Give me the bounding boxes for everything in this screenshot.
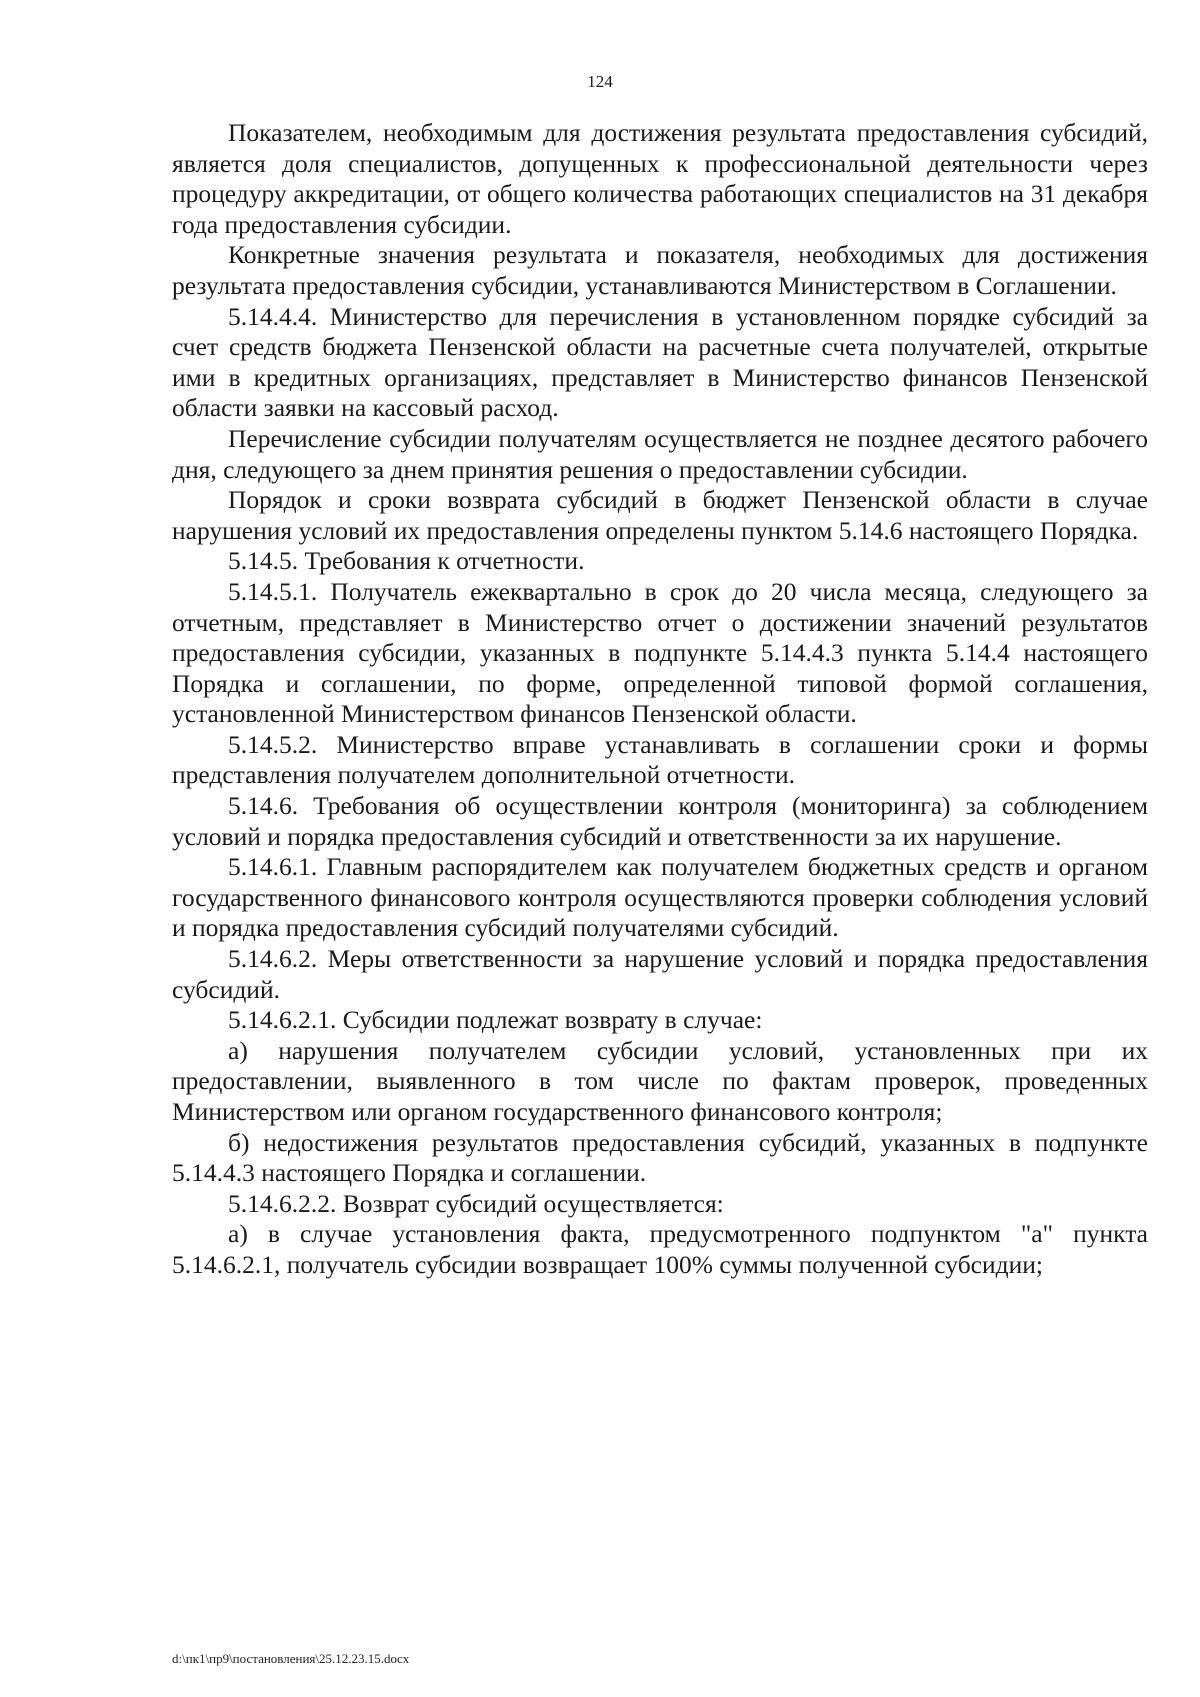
footer-file-path: d:\пк1\пр9\постановления\25.12.23.15.docx [172, 1651, 410, 1666]
paragraph-5-14-6-2: 5.14.6.2. Меры ответственности за нарушение условий и порядка предоставления субсидий. [172, 944, 1148, 1004]
paragraph-specific-values: Конкретные значения результата и показателя, необходимых для достижения результата предоставления субсидии, устанавливаются Министерством в Соглашении. [172, 240, 1148, 300]
paragraph-transfer-deadline: Перечисление субсидии получателям осуществляется не позднее десятого рабочего дня, следующего за днем принятия решения о предоставлении субсидии. [172, 423, 1148, 484]
paragraph-5-14-6-2-2: 5.14.6.2.2. Возврат субсидий осуществляется: [228, 1188, 724, 1218]
paragraph-5-14-5-2: 5.14.5.2. Министерство вправе устанавливать в соглашении сроки и формы представления получателем дополнительной отчетности. [172, 729, 1148, 790]
paragraph-5-14-4-4: 5.14.4.4. Министерство для перечисления в установленном порядке субсидий за счет средств бюджета Пензенской области на расчетные счета получателей, открытые ими в кредитных организациях, представляет в Министерство финансов Пензенской области заявки на кассовый расход. [172, 301, 1148, 423]
paragraph-5-14-5-1: 5.14.5.1. Получатель ежеквартально в срок до 20 числа месяца, следующего за отчетным, представляет в Министерство отчет о достижении значений результатов предоставления субсидии, указанных в подпункте 5.14.4.3 пункта 5.14.4 настоящего Порядка и соглашении, по форме, определенной типовой формой соглашения, установленной Министерством финансов Пензенской области. [172, 576, 1148, 729]
paragraph-5-14-6-1: 5.14.6.1. Главным распорядителем как получателем бюджетных средств и органом государственного финансового контроля осуществляются проверки соблюдения условий и порядка предоставления субсидий получателями субсидий. [172, 852, 1148, 943]
paragraph-5-14-6-2-1: 5.14.6.2.1. Субсидии подлежат возврату в случае: [228, 1005, 763, 1035]
paragraph-return-procedure: Порядок и сроки возврата субсидий в бюджет Пензенской области в случае нарушения условий их предоставления определены пунктом 5.14.6 настоящего Порядка. [172, 485, 1148, 545]
paragraph-indicator: Показателем, необходимым для достижения результата предоставления субсидий, является доля специалистов, допущенных к профессиональной деятельности через процедуру аккредитации, от общего количества работающих специалистов на 31 декабря года предоставления субсидии. [172, 118, 1148, 239]
page-number: 124 [587, 72, 613, 91]
list-item-a-return: а) в случае установления факта, предусмотренного подпунктом "а" пункта 5.14.6.2.1, получатель субсидии возвращает 100% суммы полученной субсидии; [172, 1219, 1148, 1279]
list-item-b: б) недостижения результатов предоставления субсидий, указанных в подпункте 5.14.4.3 настоящего Порядка и соглашении. [172, 1127, 1148, 1188]
paragraph-5-14-5: 5.14.5. Требования к отчетности. [228, 546, 585, 576]
list-item-a: а) нарушения получателем субсидии условий, установленных при их предоставлении, выявленного в том числе по фактам проверок, проведенных Министерством или органом государственного финансового контроля; [172, 1035, 1148, 1126]
paragraph-5-14-6: 5.14.6. Требования об осуществлении контроля (мониторинга) за соблюдением условий и порядка предоставления субсидий и ответственности за их нарушение. [172, 791, 1148, 851]
document-body [172, 118, 1148, 1281]
